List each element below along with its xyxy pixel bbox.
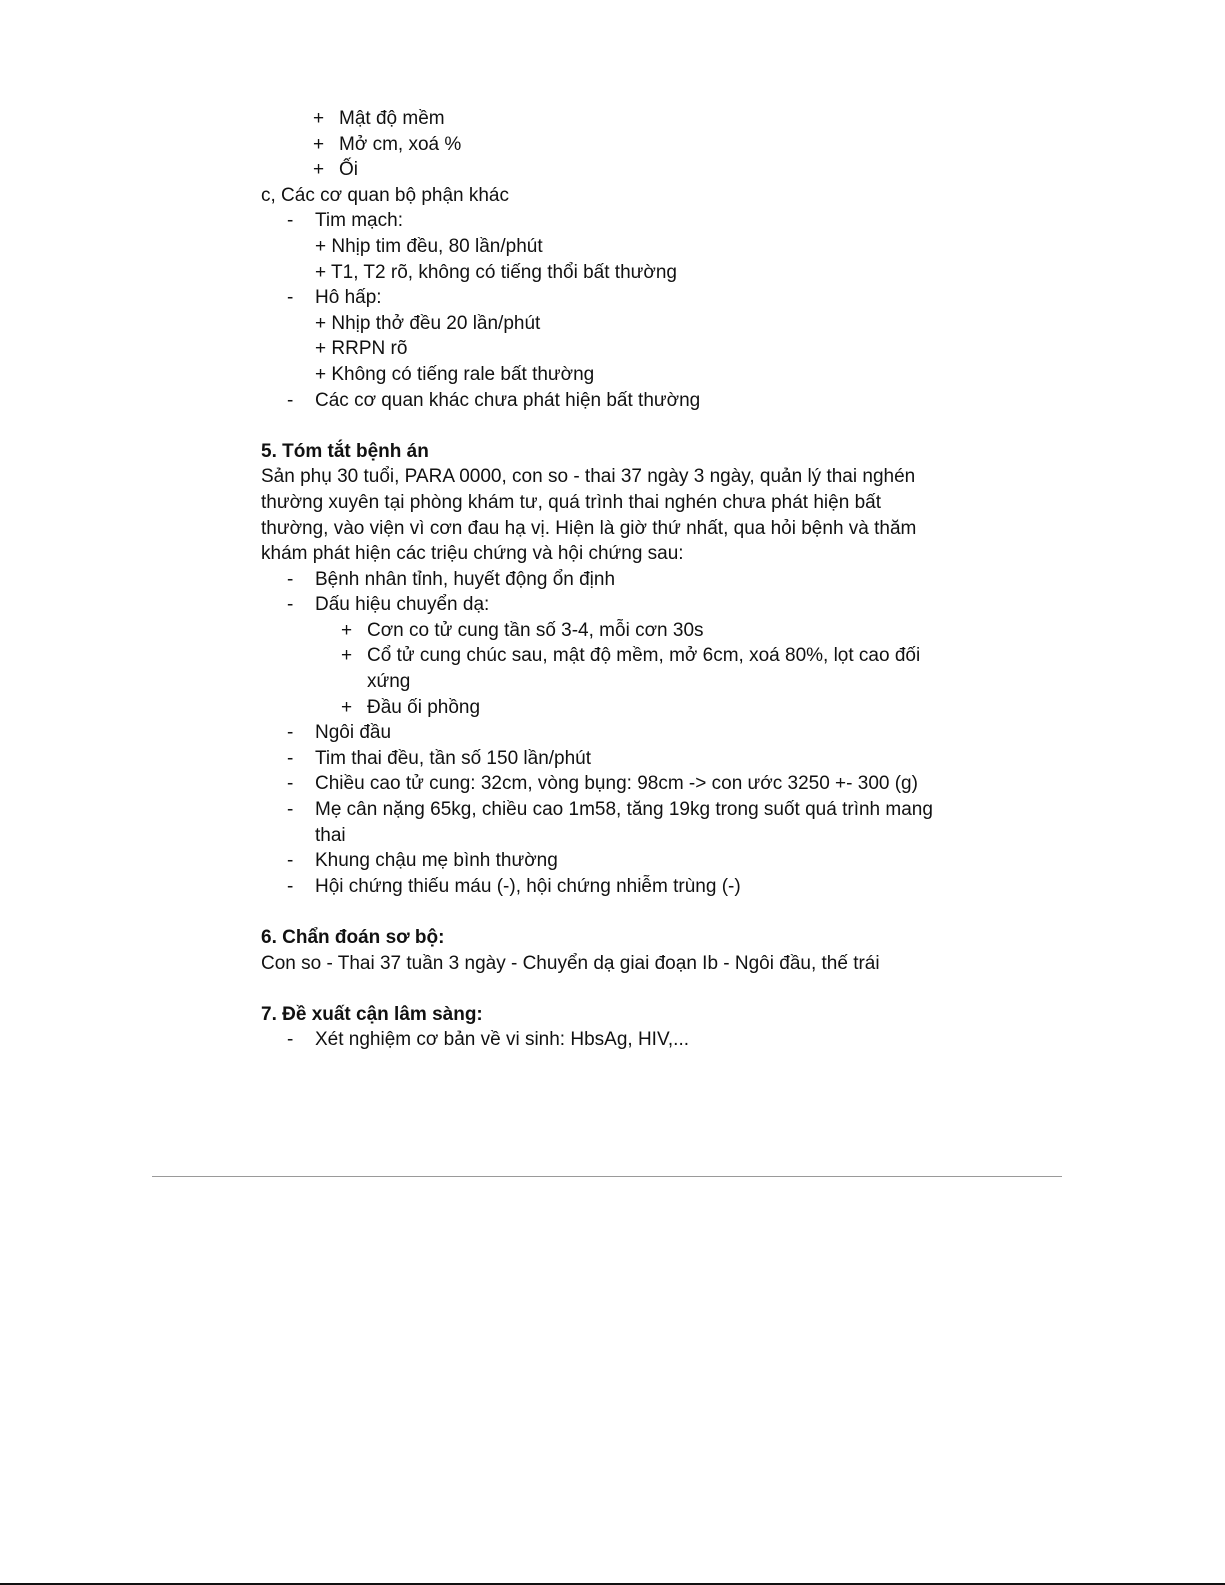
list-item: - Khung chậu mẹ bình thường	[261, 848, 961, 874]
dash-bullet: -	[287, 747, 294, 769]
document-content	[261, 106, 961, 1053]
list-subitem: + Nhịp tim đều, 80 lần/phút	[315, 235, 543, 257]
dash-bullet: -	[287, 722, 294, 744]
summary-paragraph: Sản phụ 30 tuổi, PARA 0000, con so - thai 37 ngày 3 ngày, quản lý thai nghén thường xuyên tại phòng khám tư, quá trình thai nghén chưa phát hiện bất thường, vào viện vì cơn đau hạ vị. Hiện là giờ thứ nhất, qua hỏi bệnh và thăm khám phát hiện các triệu chứng và hội chứng sau:	[261, 466, 917, 565]
dash-bullet: -	[287, 799, 294, 821]
list-item: + Mật độ mềm	[261, 106, 961, 132]
list-subitem: + RRPN rõ	[315, 338, 408, 360]
list-item: + Ối	[261, 157, 961, 183]
plus-bullet: +	[341, 696, 353, 718]
list-item: - Hội chứng thiếu máu (-), hội chứng nhiễm trùng (-)	[261, 874, 961, 900]
list-item: - Mẹ cân nặng 65kg, chiều cao 1m58, tăng 19kg trong suốt quá trình mang thai	[287, 799, 933, 846]
page-divider	[152, 1176, 1062, 1177]
dash-bullet: -	[287, 287, 294, 309]
list-item: + Mở cm, xoá %	[261, 132, 961, 158]
plus-bullet: +	[313, 159, 325, 181]
list-subitem: + Nhịp thở đều 20 lần/phút	[315, 312, 541, 334]
dash-bullet: -	[287, 875, 294, 897]
list-item: - Xét nghiệm cơ bản về vi sinh: HbsAg, HIV,...	[261, 1027, 961, 1053]
list-subitem: + Không có tiếng rale bất thường	[315, 363, 595, 385]
list-item: - Tim thai đều, tần số 150 lần/phút	[261, 746, 961, 772]
list-subitem: + Cổ tử cung chúc sau, mật độ mềm, mở 6cm, xoá 80%, lọt cao đối xứng	[341, 645, 921, 693]
list-item-resp: - Hô hấp:	[261, 285, 961, 311]
section-6-heading: 6. Chẩn đoán sơ bộ:	[261, 927, 445, 948]
plus-bullet: +	[341, 645, 353, 667]
plus-bullet: +	[313, 108, 325, 129]
dash-bullet: -	[287, 389, 294, 411]
dash-bullet: -	[287, 850, 294, 872]
list-item-cardio: - Tim mạch:	[261, 208, 961, 234]
list-item-labor-signs: - Dấu hiệu chuyển dạ:	[261, 592, 961, 618]
spacer	[261, 976, 961, 1002]
section-c-heading: c, Các cơ quan bộ phận khác	[261, 184, 510, 206]
dash-bullet: -	[287, 594, 294, 616]
dash-bullet: -	[287, 210, 294, 232]
spacer	[261, 899, 961, 925]
diagnosis-text: Con so - Thai 37 tuần 3 ngày - Chuyển dạ giai đoạn Ib - Ngôi đầu, thế trái	[261, 952, 880, 974]
plus-bullet: +	[313, 133, 325, 155]
list-subitem: + Đầu ối phồng	[261, 695, 961, 721]
dash-bullet: -	[287, 568, 294, 590]
list-item: - Chiều cao tử cung: 32cm, vòng bụng: 98cm -> con ước 3250 +- 300 (g)	[261, 771, 961, 797]
list-item: - Bệnh nhân tỉnh, huyết động ổn định	[261, 567, 961, 593]
list-subitem: + T1, T2 rõ, không có tiếng thổi bất thường	[315, 261, 677, 283]
section-5-heading: 5. Tóm tắt bệnh án	[261, 440, 429, 462]
dash-bullet: -	[287, 773, 294, 795]
list-subitem: + Cơn co tử cung tần số 3-4, mỗi cơn 30s	[261, 618, 961, 644]
list-item-others: - Các cơ quan khác chưa phát hiện bất thường	[261, 388, 961, 414]
dash-bullet: -	[287, 1029, 294, 1051]
list-item: - Ngôi đầu	[261, 720, 961, 746]
plus-bullet: +	[341, 619, 353, 641]
spacer	[261, 413, 961, 439]
section-7-heading: 7. Đề xuất cận lâm sàng:	[261, 1003, 483, 1025]
